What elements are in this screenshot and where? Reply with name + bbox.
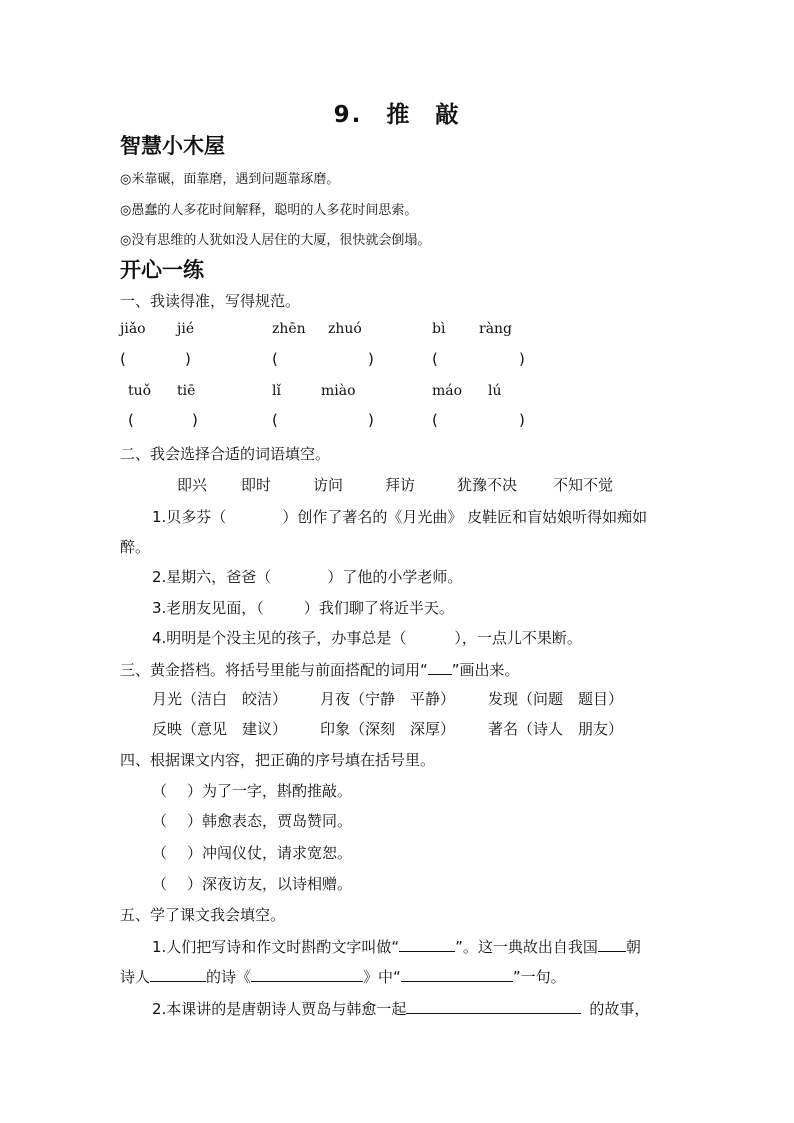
answer-close-3: ) <box>519 350 525 368</box>
q3-pair-4: 反映（意见 建议） <box>152 720 288 738</box>
pinyin-zhen: zhēn <box>272 321 306 337</box>
word-option-2: 即时 <box>241 476 272 494</box>
wisdom-line-2: ◎愚蠢的人多花时间解释，聪明的人多花时间思索。 <box>120 203 418 218</box>
answer-open-3: ( <box>432 350 438 368</box>
q3-pair-6: 著名（诗人 朋友） <box>488 720 624 738</box>
q2-sentence-4: 4.明明是个没主见的孩子，办事总是（ ），一点儿不果断。 <box>152 629 582 647</box>
word-option-4: 拜访 <box>385 476 416 494</box>
title-char-2: 敲 <box>435 102 461 128</box>
underline-sample <box>428 657 452 675</box>
word-option-5: 犹豫不决 <box>457 476 518 494</box>
q3-pair-5: 印象（深刻 深厚） <box>320 720 456 738</box>
pinyin-tie: tiē <box>177 383 196 399</box>
blank-line <box>251 964 363 982</box>
pinyin-rang: ràng <box>479 321 513 337</box>
pinyin-mao: máo <box>432 383 463 399</box>
pinyin-lu: lú <box>488 383 502 399</box>
q4-title: 四、根据课文内容，把正确的序号填在括号里。 <box>120 751 436 769</box>
q5-sentence-1-cont: 诗人 的诗《 》中“ ”一句。 <box>120 964 566 987</box>
q4-item-4: （ ）深夜访友，以诗相赠。 <box>152 875 353 893</box>
word-option-6: 不知不觉 <box>553 476 614 494</box>
q4-item-2: （ ）韩愈表态，贾岛赞同。 <box>152 812 353 830</box>
q2-title: 二、我会选择合适的词语填空。 <box>120 445 331 463</box>
pinyin-li: lǐ <box>272 383 281 399</box>
blank-line <box>401 964 513 982</box>
q2-sentence-2: 2.星期六，爸爸（ ）了他的小学老师。 <box>152 568 463 586</box>
answer-open-6: ( <box>432 411 438 429</box>
q2-sentence-1: 1.贝多芬（ ）创作了著名的《月光曲》 皮鞋匠和盲姑娘听得如痴如 <box>152 508 648 526</box>
answer-close-5: ) <box>368 411 374 429</box>
pinyin-zhuo: zhuó <box>328 321 362 337</box>
answer-open-5: ( <box>272 411 278 429</box>
answer-close-6: ) <box>519 411 525 429</box>
pinyin-jiao: jiǎo <box>120 321 146 337</box>
q5-sentence-2: 2.本课讲的是唐朝诗人贾岛与韩愈一起 的故事， <box>152 996 649 1019</box>
q5-title: 五、学了课文我会填空。 <box>120 906 286 924</box>
wisdom-heading: 智慧小木屋 <box>120 134 225 158</box>
answer-open-4: ( <box>128 411 134 429</box>
word-option-3: 访问 <box>313 476 344 494</box>
answer-close-2: ) <box>368 350 374 368</box>
q5-sentence-1: 1.人们把写诗和作文时斟酌文字叫做“ ”。这一典故出自我国 朝 <box>152 934 641 957</box>
q4-item-3: （ ）冲闯仪仗，请求宽恕。 <box>152 844 353 862</box>
practice-heading: 开心一练 <box>120 258 204 282</box>
q4-item-1: （ ）为了一字，斟酌推敲。 <box>152 782 353 800</box>
answer-close-4: ) <box>192 411 198 429</box>
answer-open-2: ( <box>272 350 278 368</box>
answer-close-1: ) <box>185 350 191 368</box>
blank-line <box>399 934 455 952</box>
pinyin-jie: jié <box>177 321 195 337</box>
title-char-1: 推 <box>386 102 412 128</box>
q3-pair-2: 月夜（宁静 平静） <box>320 690 456 708</box>
pinyin-miao: miào <box>321 383 356 399</box>
pinyin-bi: bì <box>432 321 446 337</box>
lesson-number: 9. <box>333 102 363 128</box>
blank-line <box>406 996 581 1014</box>
blank-line <box>598 934 626 952</box>
q3-pair-3: 发现（问题 题目） <box>488 690 624 708</box>
q3-title: 三、黄金搭档。将括号里能与前面搭配的词用“ ”画出来。 <box>120 657 520 680</box>
q2-sentence-3: 3.老朋友见面，（ ）我们聊了将近半天。 <box>152 599 454 617</box>
q1-title: 一、我读得准，写得规范。 <box>120 292 301 310</box>
word-option-1: 即兴 <box>177 476 208 494</box>
wisdom-line-1: ◎米靠碾，面靠磨，遇到问题靠琢磨。 <box>120 172 340 187</box>
blank-line <box>150 964 206 982</box>
page-title <box>0 96 794 129</box>
pinyin-tuo: tuǒ <box>128 383 152 399</box>
q2-sentence-1-cont: 醉。 <box>120 538 151 556</box>
q3-pair-1: 月光（洁白 皎洁） <box>152 690 288 708</box>
wisdom-line-3: ◎没有思维的人犹如没人居住的大厦，很快就会倒塌。 <box>120 233 431 248</box>
answer-open-1: ( <box>120 350 126 368</box>
